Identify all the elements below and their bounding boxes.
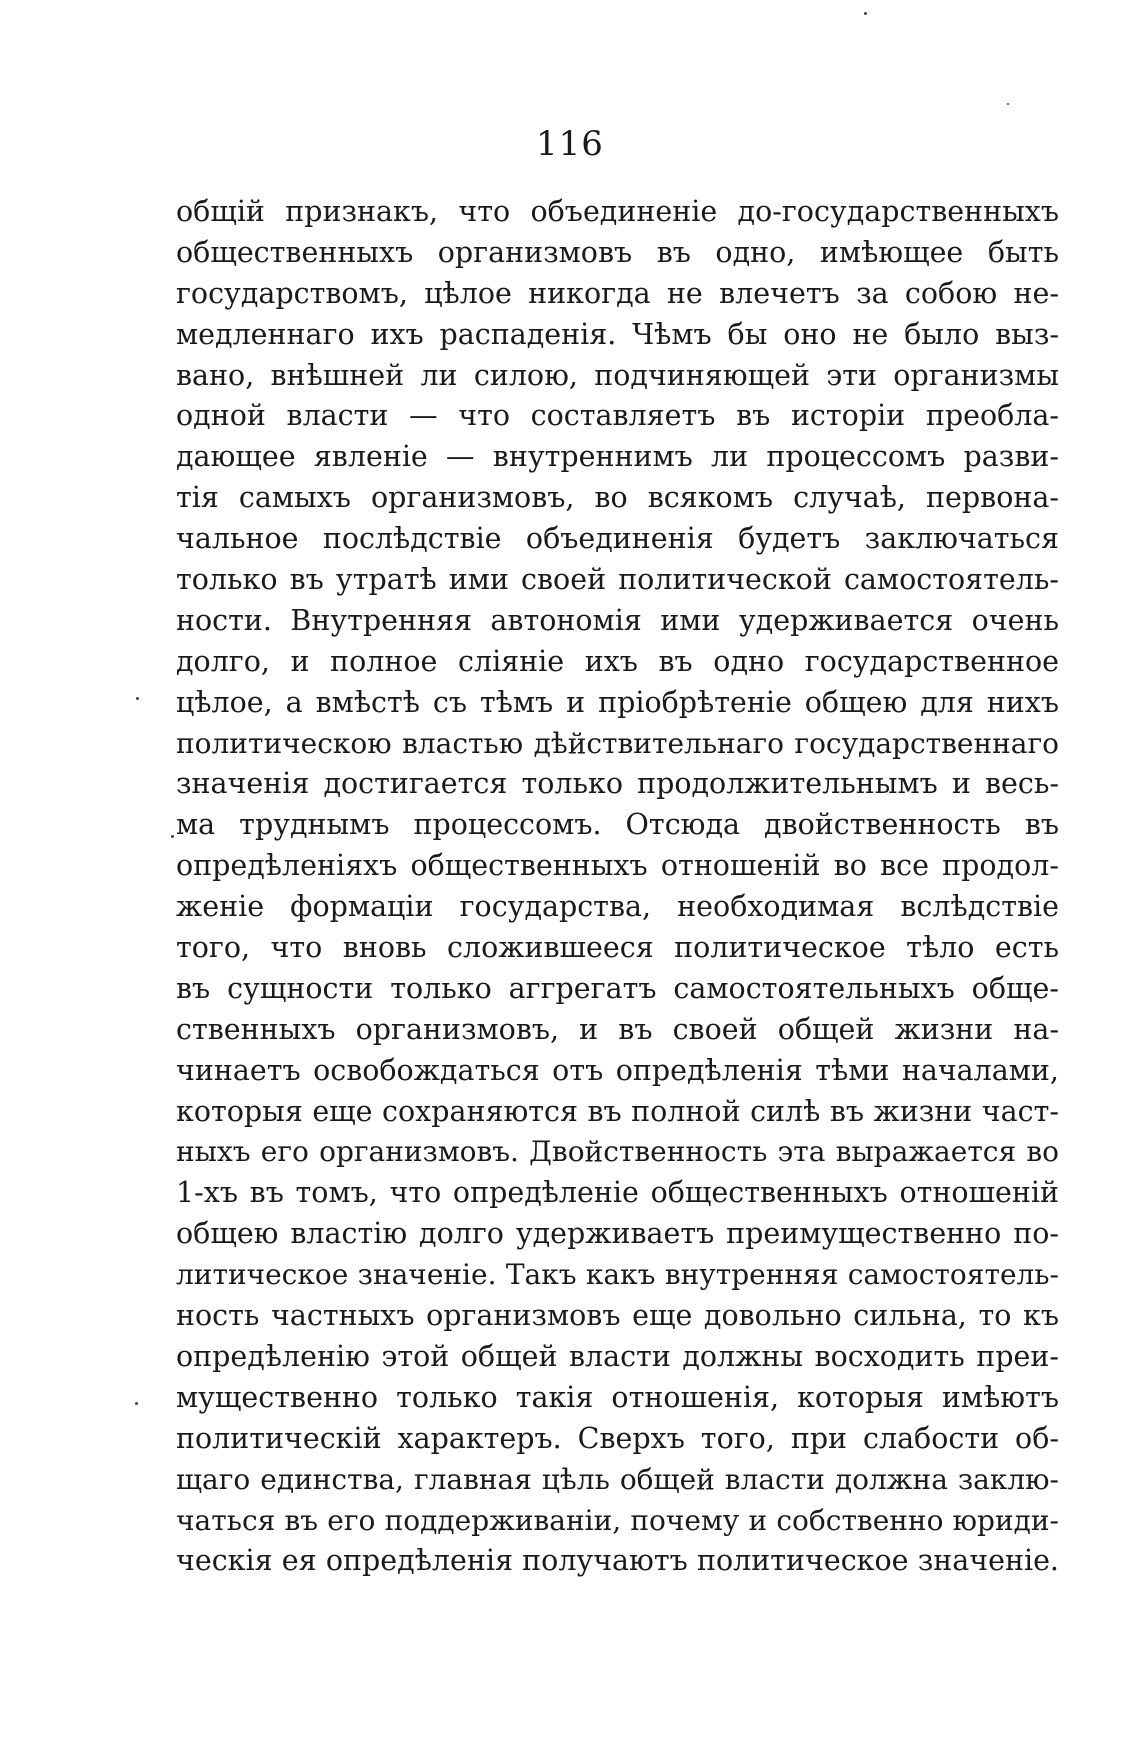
text-line: чаться въ его поддерживаніи, почему и собственно юриди-: [176, 1503, 1059, 1537]
text-line: политическій характеръ. Сверхъ того, при слабости об-: [176, 1421, 1059, 1455]
text-line: 1-хъ въ томъ, что опредѣленіе общественныхъ отношеній: [176, 1176, 1059, 1210]
text-line: литическое значеніе. Такъ какъ внутренняя самостоятель-: [176, 1258, 1059, 1292]
text-line: медленнаго ихъ распаденія. Чѣмъ бы оно не было выз-: [176, 317, 1059, 351]
text-line: общею властію долго удерживаетъ преимущественно по-: [176, 1217, 1059, 1251]
text-line: опредѣленіяхъ общественныхъ отношеній во все продол-: [176, 849, 1059, 883]
scan-speck: [136, 697, 139, 700]
scan-speck: [864, 12, 867, 15]
text-line: которыя еще сохраняются въ полной силѣ въ жизни част-: [176, 1094, 1059, 1128]
text-line: въ сущности только аггрегатъ самостоятельныхъ обще-: [176, 971, 1059, 1005]
text-line: общій признакъ, что объединеніе до-государственныхъ: [176, 195, 1059, 228]
text-line: опредѣленію этой общей власти должны восходить преи-: [176, 1339, 1059, 1373]
scan-speck: [171, 835, 174, 838]
text-line: тія самыхъ организмовъ, во всякомъ случаѣ, первона-: [176, 481, 1059, 515]
body-text: [176, 192, 1059, 1582]
scan-speck: [135, 1402, 138, 1405]
text-line: ма труднымъ процессомъ. Отсюда двойственность въ: [176, 808, 1059, 842]
text-line: только въ утратѣ ими своей политической самостоятель-: [176, 563, 1059, 597]
text-line: чальное послѣдствіе объединенія будетъ заключаться: [176, 522, 1059, 556]
text-line: женіе формаціи государства, необходимая вслѣдствіе: [176, 890, 1059, 924]
text-line: ственныхъ организмовъ, и въ своей общей жизни на-: [176, 1012, 1059, 1046]
page-number: 116: [536, 124, 604, 164]
text-line: ныхъ его организмовъ. Двойственность эта выражается во: [176, 1135, 1059, 1169]
text-line: того, что вновь сложившееся политическое тѣло есть: [176, 931, 1059, 965]
text-line: одной власти — что составляетъ въ исторіи преобла-: [176, 399, 1059, 433]
text-line: щаго единства, главная цѣль общей власти должна заклю-: [176, 1462, 1059, 1496]
text-line: ческія ея опредѣленія получаютъ политическое значеніе.: [176, 1544, 1059, 1578]
text-line: чинаетъ освобождаться отъ опредѣленія тѣми началами,: [176, 1053, 1059, 1087]
text-line: мущественно только такія отношенія, которыя имѣютъ: [176, 1380, 1059, 1414]
text-line: цѣлое, а вмѣстѣ съ тѣмъ и пріобрѣтеніе общею для нихъ: [176, 685, 1059, 719]
scan-speck: [1007, 103, 1009, 105]
text-line: ности. Внутренняя автономія ими удерживается очень: [176, 603, 1059, 637]
text-line: ность частныхъ организмовъ еще довольно сильна, то къ: [176, 1299, 1059, 1333]
text-line: политическою властью дѣйствительнаго государственнаго: [176, 726, 1059, 760]
text-line: государствомъ, цѣлое никогда не влечетъ за собою не-: [176, 276, 1059, 310]
text-line: вано, внѣшней ли силою, подчиняющей эти организмы: [176, 358, 1059, 392]
text-line: долго, и полное сліяніе ихъ въ одно государственное: [176, 644, 1059, 678]
text-line: дающее явленіе — внутреннимъ ли процессомъ разви-: [176, 440, 1059, 474]
text-line: общественныхъ организмовъ въ одно, имѣющее быть: [176, 235, 1059, 269]
text-line: значенія достигается только продолжительнымъ и весь-: [176, 767, 1059, 801]
